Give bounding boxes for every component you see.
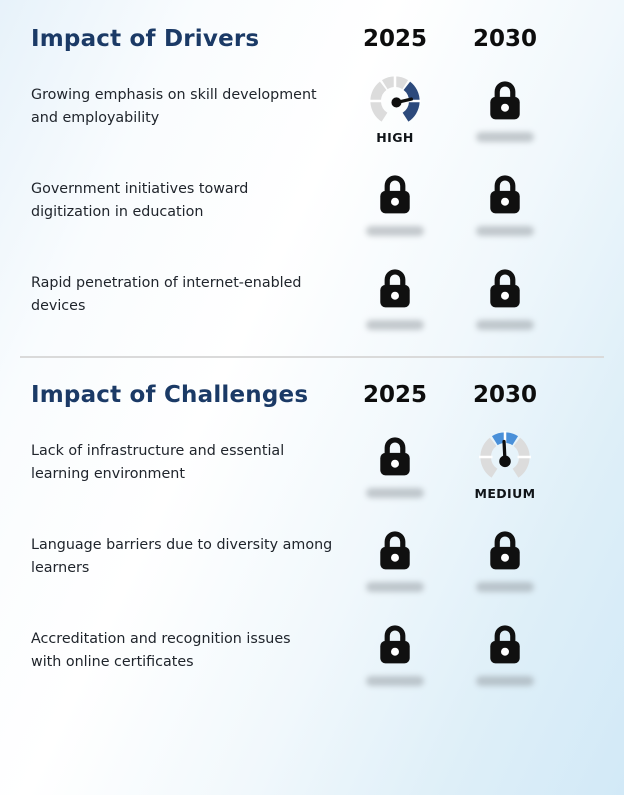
redacted-blur <box>476 226 534 236</box>
impact-row-label-line: with online certificates <box>31 654 194 670</box>
redacted-blur <box>476 320 534 330</box>
impact-cell-2025 <box>355 74 435 145</box>
impact-cell-2030 <box>465 618 545 686</box>
impact-row-label-line: Government initiatives toward <box>31 181 249 197</box>
redacted-blur <box>366 226 424 236</box>
impact-row-label <box>31 618 325 674</box>
impact-gauge <box>475 430 536 501</box>
impact-row-label-line: Accreditation and recognition issues <box>31 631 291 647</box>
section-rows <box>31 74 593 336</box>
redacted-blur <box>476 676 534 686</box>
lock-icon <box>484 621 526 666</box>
impact-row-label-line: Rapid penetration of internet-enabled <box>31 275 302 291</box>
lock-icon <box>374 171 416 216</box>
impact-cell-2030 <box>465 262 545 330</box>
impact-cell-2025 <box>355 168 435 236</box>
section-header-row <box>31 26 593 52</box>
impact-row-label-line: devices <box>31 298 86 314</box>
gauge-medium-icon <box>476 430 534 484</box>
section-divider <box>20 356 604 358</box>
year-column-header: 2025 <box>362 382 427 408</box>
impact-section <box>31 382 593 692</box>
lock-icon <box>374 265 416 310</box>
impact-cell-2025 <box>355 524 435 592</box>
impact-row <box>31 430 593 504</box>
impact-row-label-line: learners <box>31 560 90 576</box>
lock-icon <box>484 171 526 216</box>
impact-row-label <box>31 430 325 486</box>
impact-row <box>31 168 593 242</box>
section-header-row <box>31 382 593 408</box>
impact-section <box>31 26 593 336</box>
locked-impact-value <box>476 74 534 142</box>
impact-cell-2030 <box>465 430 545 501</box>
section-title: Impact of Challenges <box>31 382 309 408</box>
lock-icon <box>484 527 526 572</box>
impact-cell-2025 <box>355 262 435 330</box>
redacted-blur <box>366 582 424 592</box>
impact-row <box>31 262 593 336</box>
impact-row-label-line: Growing emphasis on skill development <box>31 87 317 103</box>
year-column-header: 2030 <box>472 382 537 408</box>
locked-impact-value <box>366 618 424 686</box>
year-column-header: 2030 <box>472 26 537 52</box>
impact-cell-2030 <box>465 74 545 142</box>
redacted-blur <box>476 132 534 142</box>
impact-row-label <box>31 168 325 224</box>
locked-impact-value <box>476 618 534 686</box>
lock-icon <box>374 527 416 572</box>
impact-cell-2030 <box>465 524 545 592</box>
locked-impact-value <box>476 262 534 330</box>
impact-row-label-line: Language barriers due to diversity among <box>31 537 333 553</box>
year-column-header: 2025 <box>362 26 427 52</box>
impact-cell-2025 <box>355 618 435 686</box>
lock-icon <box>484 265 526 310</box>
section-rows <box>31 430 593 692</box>
impact-row <box>31 618 593 692</box>
impact-gauge <box>366 74 424 145</box>
impact-row-label-line: learning environment <box>31 466 185 482</box>
locked-impact-value <box>476 524 534 592</box>
gauge-needle <box>499 442 511 468</box>
redacted-blur <box>476 582 534 592</box>
impact-row-label <box>31 74 325 130</box>
impact-row-label-line: digitization in education <box>31 204 204 220</box>
impact-row-label-line: Lack of infrastructure and essential <box>31 443 285 459</box>
redacted-blur <box>366 320 424 330</box>
locked-impact-value <box>366 168 424 236</box>
impact-cell-2030 <box>465 168 545 236</box>
lock-icon <box>484 77 526 122</box>
impact-row-label-line: and employability <box>31 110 160 126</box>
impact-row <box>31 74 593 148</box>
locked-impact-value <box>476 168 534 236</box>
gauge-high-icon <box>366 74 424 128</box>
locked-impact-value <box>366 262 424 330</box>
lock-icon <box>374 621 416 666</box>
lock-icon <box>374 433 416 478</box>
impact-row <box>31 524 593 598</box>
redacted-blur <box>366 676 424 686</box>
impact-level-label: MEDIUM <box>474 486 536 501</box>
impact-row-label <box>31 524 333 580</box>
impact-row-label <box>31 262 325 318</box>
impact-level-label: HIGH <box>376 130 414 145</box>
locked-impact-value <box>366 524 424 592</box>
locked-impact-value <box>366 430 424 498</box>
impact-cell-2025 <box>355 430 435 498</box>
redacted-blur <box>366 488 424 498</box>
section-title: Impact of Drivers <box>31 26 260 52</box>
